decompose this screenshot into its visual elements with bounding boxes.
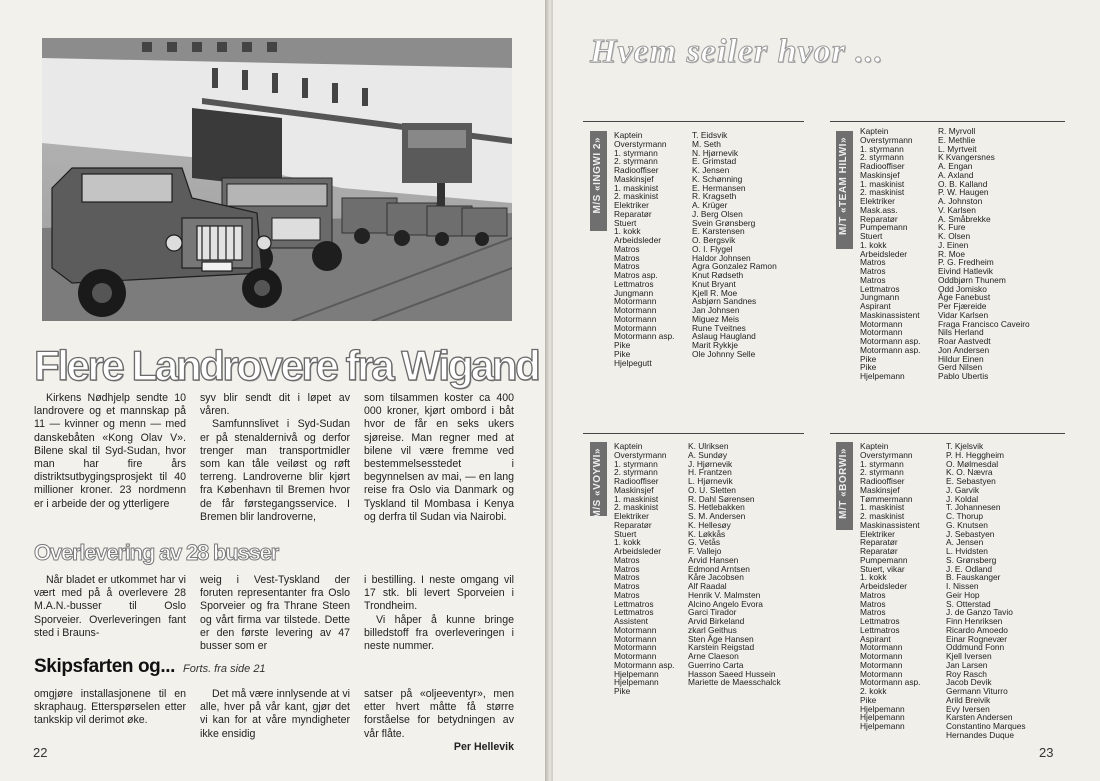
crew-name: R. Moe [938,248,965,259]
role: Pumpemann [860,222,908,233]
role: Pike [860,362,877,373]
role: Lettmatros [614,598,654,609]
page-number-left: 22 [33,745,48,760]
role: Mask.ass. [860,204,898,215]
role: Stuert [614,217,637,228]
ship-name: M/T «BORWI» [838,448,849,519]
crew-name: Jan Larsen [946,659,988,670]
crew-name: K. Hellesøy [688,519,731,530]
role: 1. maskinist [614,182,659,193]
divider [830,433,1065,434]
role: Hjelpemann [614,677,659,688]
crew-name: Ricardo Amoedo [946,624,1008,635]
paragraph: omgjøre installasjonene til en skraphaug. Etterspørselen etter tankskip vil derimot øke. [34,688,186,727]
role: Tømmermann [860,493,913,504]
author: Per Hellevik [453,740,514,753]
left-page [0,0,545,781]
role: Arbeidsleder [614,235,662,245]
role: Pike [860,694,877,705]
crew-name: Jan Johnsen [692,305,740,315]
role: Motormann asp. [614,331,675,342]
roles-list [614,131,675,367]
role: Stuert, vikar [860,563,905,574]
page-number-right: 23 [1039,745,1054,760]
role: Matros [614,252,640,263]
ship-name-bar [836,131,853,249]
role: Reparatør [614,519,652,530]
paragraph: Det må være innlysende at vi alle, hver på vår kant, gjør det vi kan for at våre myndigheter ikke ensidig [200,688,350,740]
crew-name: J. de Ganzo Tavio [946,607,1013,618]
role: Matros [614,554,640,565]
crew-name: L. Myrtveit [938,143,977,154]
crew-name: Gerd Nilsen [938,362,983,373]
ship-name-bar [590,131,607,231]
role: Lettmatros [860,624,900,635]
crew-name: S. Otterstad [946,598,991,609]
role: Motormann [614,313,657,324]
crew-name: K. O. Nævra [946,467,993,478]
crew-name: Arvid Hansen [688,554,739,565]
crew-name: Hasson Saeed Hussein [688,668,776,679]
crew-name: A. Krüger [692,200,728,210]
role: Aspirant [860,633,891,644]
role: Overstyrmann [860,449,913,460]
role: Arbeidsleder [614,546,662,556]
crew-name: J. Einen [938,239,969,250]
crew-name: S. Grønsberg [946,554,997,565]
crew-name: K. Ulriksen [688,441,729,451]
article2-col2 [200,574,350,653]
crew-name: C. Thorup [946,511,984,521]
crew-name: S. M. Andersen [688,511,746,521]
role: Arbeidsleder [860,248,908,259]
crew-name: P. G. Fredheim [938,257,994,268]
crew-name: Alcino Angelo Evora [688,598,763,609]
article2-col1 [34,574,186,640]
role: Kaptein [614,130,643,140]
crew-name: B. Fauskanger [946,572,1001,583]
paragraph: som tilsammen koster ca 400 000 kroner, kjørt ombord i båt hvor de får en seks ukers sjøreise. Man regner med at bilene vil være fremme ved bestemmelsesstedet i begynnelsen av mai, — en lang reise fra Oslo via Danmark og Tyskland til Mombasa i Kenya og derfra til Sudan via Nairobi. [364,392,514,523]
role: 1. kokk [860,239,887,250]
role: Kaptein [860,441,889,451]
crew-name: Arvid Birkeland [688,616,745,626]
crew-name: Odd Jomisko [938,283,987,294]
crew-name: T. Eidsvik [692,130,728,140]
crew-name: O. I. Flygel [692,243,733,254]
role: 2. maskinist [860,187,905,198]
crew-name: R. Kragseth [692,191,737,202]
role: Pike [614,348,631,359]
crew-name: Geir Hop [946,589,980,600]
crew-name: Karstein Reigstad [688,642,755,653]
crew-name: Jacob Devik [946,677,992,688]
landrover-harbour-photo [42,38,512,321]
crew-name: Karsten Andersen [946,712,1013,723]
names-list [692,131,777,359]
ship-name: M/S «INGWI 2» [592,137,603,214]
role: Matros [860,257,886,268]
crew-name: K. Olsen [938,231,971,241]
crew-name: L. Hjørnevik [688,476,733,486]
crew-name: Germann Viturro [946,686,1008,696]
role: Assistent [614,616,648,626]
role: Stuert [860,231,883,241]
role: 1. maskinist [860,178,905,189]
crew-name: E. Karstensen [692,226,745,237]
crew-name: Nils Herland [938,327,984,338]
crew-name: K. Schønning [692,173,743,184]
role: Hjelpemann [614,668,659,679]
role: 1. maskinist [614,493,659,504]
paragraph: weig i Vest-Tyskland der foruten representanter fra Oslo Sporveier og fra Thrane Steen og vårt firma var tilstede. Dette er den første levering av 47 busser som er [200,574,350,653]
role: 1. kokk [614,226,641,237]
crew-name: Vidar Karlsen [938,309,989,320]
role: Hjelpegutt [614,357,652,368]
crew-name: A. Sundøy [688,449,728,460]
paragraph: i bestilling. I neste omgang vil 17 stk. bli levert Sporveien i Trondheim. [364,574,514,613]
role: Motormann [860,642,903,653]
crew-name: T. Johannesen [946,502,1001,513]
crew-name: J. E. Odland [946,563,993,574]
crew-name: P. H. Heggheim [946,449,1005,460]
crew-name: Pablo Ubertis [938,371,989,381]
role: 2. maskinist [860,511,905,521]
crew-name: Kjell R. Moe [692,287,738,298]
role: Motormann [614,322,657,333]
crew-name: L. Hvidsten [946,546,988,556]
crew-name: Mariette de Maesschalck [688,677,781,688]
crew-name: J. Hjørnevik [688,458,733,469]
role: Elektriker [860,528,895,539]
role: Radiooffiser [860,161,905,171]
role: Maskinsjef [614,484,654,495]
role: Motormann [614,624,657,635]
role: Aspirant [860,301,891,311]
crew-name: A. Småbrekke [938,213,991,224]
role: Reparatør [860,546,898,556]
crew-name: Asbjørn Sandnes [692,296,757,307]
role: Elektriker [614,200,649,210]
paragraph: Samfunnslivet i Syd-Sudan er på stenaldernivå og derfor trenger man transportmidler som kan tåle veiløst og røft terreng. Landroverne blir kjørt fra København til Bremen hvor de får førstegangsservice. I Bremen blir landroverne, [200,418,350,523]
article3-heading [34,656,266,678]
crew-name: Aslaug Haugland [692,331,756,342]
role: 2. styrmann [614,467,658,478]
crew-name: K. Jensen [692,165,730,175]
role: 1. styrmann [860,458,904,469]
crew-name: Eivind Hatlevik [938,266,993,276]
role: Overstyrmann [614,138,667,149]
crew-name: Edmond Arntsen [688,563,750,574]
divider [583,121,804,122]
crew-name: Åge Fanebust [938,292,991,303]
role: Lettmatros [614,278,654,289]
crew-name: O. U. Sletten [688,484,736,495]
ship-name-bar [836,442,853,530]
crew-name: A. Axland [938,169,974,180]
crew-name: K Kvangersnes [938,152,995,163]
role: 2. styrmann [860,152,904,163]
crew-name: Roy Rasch [946,668,987,679]
article3-col3 [364,688,514,754]
role: Matros [614,563,640,574]
crew-name: O. B. Kalland [938,178,988,189]
ship-name: M/S «VOYWI» [592,448,603,519]
crew-name: M. Seth [692,138,721,149]
role: Matros [614,572,640,583]
crew-name: Hernandes Duque [946,729,1014,740]
role: Reparatør [860,213,898,224]
crew-list-title: Hvem seiler hvor ... [590,33,884,70]
role: Lettmatros [614,607,654,618]
role: Arbeidsleder [860,581,908,591]
role: 2. styrmann [614,156,658,167]
crew-name: Hildur Einen [938,353,984,364]
crew-name: Per Fjæreide [938,301,987,311]
role: Radiooffiser [614,476,659,486]
role: 1. maskinist [860,502,905,513]
crew-name: Arne Claeson [688,651,739,661]
crew-name: Oddmund Fonn [946,642,1005,653]
crew-name: Ole Johnny Selle [692,348,756,359]
role: Radiooffiser [614,165,659,175]
role: Maskinsjef [860,484,900,495]
role: Reparatør [860,537,898,548]
role: Motormann [860,651,903,661]
role: Pike [614,340,631,350]
crew-name: R. Myrvoll [938,126,976,136]
crew-name: G. Knutsen [946,519,988,530]
role: Kaptein [614,441,643,451]
crew-name: Miguez Meis [692,313,740,324]
role: Hjelpemann [860,721,905,731]
divider [830,121,1065,122]
article3-col1 [34,688,186,728]
role: Motormann [860,659,903,670]
crew-name: K. Fure [938,222,966,233]
role: Motormann asp. [860,344,921,355]
article1-col3 [364,392,514,524]
role: 1. styrmann [614,458,658,469]
role: Matros [614,589,640,600]
crew-name: Fraga Francisco Caveiro [938,318,1030,329]
role: Matros [860,274,886,285]
role: Overstyrmann [614,449,667,460]
crew-name: Knut Rødseth [692,270,744,280]
crew-name: Garci Tirador [688,607,737,618]
role: Reparatør [614,208,652,219]
continued-note: Forts. fra side 21 [183,663,266,675]
role: Matros [614,243,640,254]
role: Motormann asp. [614,659,675,670]
role: Maskinassistent [860,309,920,320]
names-list [688,442,781,687]
article3-headline: Skipsfarten og... [34,656,176,677]
role: Pike [614,686,631,696]
crew-name: Sten Åge Hansen [688,633,754,644]
role: 1. kokk [860,572,887,583]
role: Matros [614,581,640,591]
crew-name: Kjell Iversen [946,651,992,661]
role: Matros [860,598,886,609]
crew-name: R. Dahl Sørensen [688,493,755,504]
role: Motormann [614,651,657,661]
crew-name: Svein Grønsberg [692,217,756,228]
crew-name: Marit Rykkje [692,340,739,350]
crew-name: I. Nissen [946,581,979,591]
role: Motormann [614,642,657,653]
crew-name: Constantino Marques [946,721,1026,731]
article2-col3 [364,574,514,653]
role: Motormann [860,668,903,679]
paragraph: Vi håper å kunne bringe billedstoff fra overleveringen i neste nummer. [364,613,514,653]
role: Hjelpemann [860,703,905,714]
crew-name: Guerrino Carta [688,659,744,670]
role: 2. kokk [860,686,887,696]
main-headline: Flere Landrovere fra Wigand [34,342,539,389]
role: 2. maskinist [614,191,659,202]
crew-name: O. Mølmesdal [946,458,999,469]
role: Jungmann [614,287,654,298]
crew-name: A. Johnston [938,196,983,206]
crew-name: Roar Aastvedt [938,336,991,346]
crew-name: N. Hjørnevik [692,147,739,158]
crew-name: J. Sebastyen [946,528,995,539]
crew-name: V. Karlsen [938,204,976,215]
role: Motormann [860,327,903,338]
crew-name: Arild Breivik [946,694,991,705]
role: Motormann [614,296,657,307]
role: Stuert [614,528,637,539]
crew-name: O. Bergsvik [692,235,736,245]
role: Lettmatros [860,283,900,294]
crew-name: zkarl Geithus [688,624,737,635]
article3-col2 [200,688,350,741]
crew-name: G. Vetås [688,537,721,548]
role: 2. maskinist [614,502,659,513]
role: Matros [860,607,886,618]
binding-gutter [545,0,553,781]
role: Matros [860,589,886,600]
author-line [364,741,514,754]
role: Motormann [614,633,657,644]
crew-name: S. Hetlebakken [688,502,745,513]
role: Hjelpemann [860,371,905,381]
roles-list [614,442,675,696]
crew-name: Einar Rognevær [946,633,1007,644]
role: Motormann [860,318,903,329]
role: 1. kokk [614,537,641,548]
crew-name: Rune Tveitnes [692,322,746,333]
crew-name: F. Vallejo [688,546,722,556]
crew-name: H. Frantzen [688,467,732,478]
ship-name: M/T «TEAM HILWI» [838,137,849,235]
crew-name: Finn Henriksen [946,616,1003,626]
ship-name-bar [590,442,607,519]
role: Elektriker [860,196,895,206]
crew-name: Henrik V. Malmsten [688,589,761,600]
paragraph: Kirkens Nødhjelp sendte 10 landrovere og et mannskap på 11 — kvinner og menn — med danskebåten «Kong Olav V». Bilene skal til Syd-Sudan, hvor man har fire års distriktsutbygingsprosjekt til 40 millioner kroner. 23 nordmenn er i arbeide der og ytterligere [34,392,186,510]
divider [583,433,804,434]
role: Radiooffiser [860,476,905,486]
role: Pike [860,353,877,364]
crew-name: Oddbjørn Thunem [938,274,1006,285]
crew-name: Jon Andersen [938,344,990,355]
crew-name: T. Kjelsvik [946,441,984,451]
crew-name: Kåre Jacobsen [688,572,744,583]
role: Motormann [614,305,657,315]
role: Matros [860,266,886,276]
role: Lettmatros [860,616,900,626]
role: 2. styrmann [860,467,904,478]
role: Matros [614,261,640,272]
names-list [938,127,1030,381]
role: 1. styrmann [614,147,658,158]
crew-name: E. Hermansen [692,182,746,193]
paragraph: satser på «oljeeventyr», men etter hvert måtte få større forståelse for betydningen av vår flåte. [364,688,514,740]
role: Maskinsjef [614,173,654,184]
names-list [946,442,1026,740]
crew-name: Knut Bryant [692,278,736,289]
crew-name: E. Sebastyen [946,476,996,486]
crew-name: J. Garvik [946,484,980,495]
crew-name: E. Grimstad [692,156,737,167]
role: Hjelpemann [860,712,905,723]
crew-name: K. Løkkås [688,528,726,539]
right-page [553,0,1100,781]
role: Matros asp. [614,270,658,280]
roles-list [860,442,921,731]
role: Kaptein [860,126,889,136]
paragraph: syv blir sendt dit i løpet av våren. [200,392,350,418]
crew-name: E. Methlie [938,134,976,145]
article1-col2 [200,392,350,524]
crew-name: P. W. Haugen [938,187,989,198]
crew-name: A. Engan [938,161,973,171]
role: Motormann asp. [860,336,921,346]
article1-col1 [34,392,186,511]
paragraph: Når bladet er utkommet har vi vært med på å overlevere 28 M.A.N.-busser til Oslo Sporveier. Overleveringen fant sted i Brauns- [34,574,186,639]
crew-name: A. Jensen [946,537,984,548]
role: Pumpemann [860,554,908,565]
role: Motormann asp. [860,677,921,688]
role: Jungmann [860,292,900,303]
crew-name: Agra Gonzalez Ramon [692,261,777,272]
role: Overstyrmann [860,134,913,145]
role: Maskinassistent [860,519,920,530]
role: Maskinsjef [860,169,900,180]
role: Elektriker [614,511,649,521]
crew-name: Alf Raadal [688,581,727,591]
crew-name: J. Berg Olsen [692,208,743,219]
article2-headline: Overlevering av 28 busser [34,540,278,565]
role: 1. styrmann [860,143,904,154]
crew-name: J. Koldal [946,493,979,504]
crew-name: Evy Iversen [946,703,990,714]
crew-name: Haldor Johnsen [692,252,751,263]
roles-list [860,127,921,381]
